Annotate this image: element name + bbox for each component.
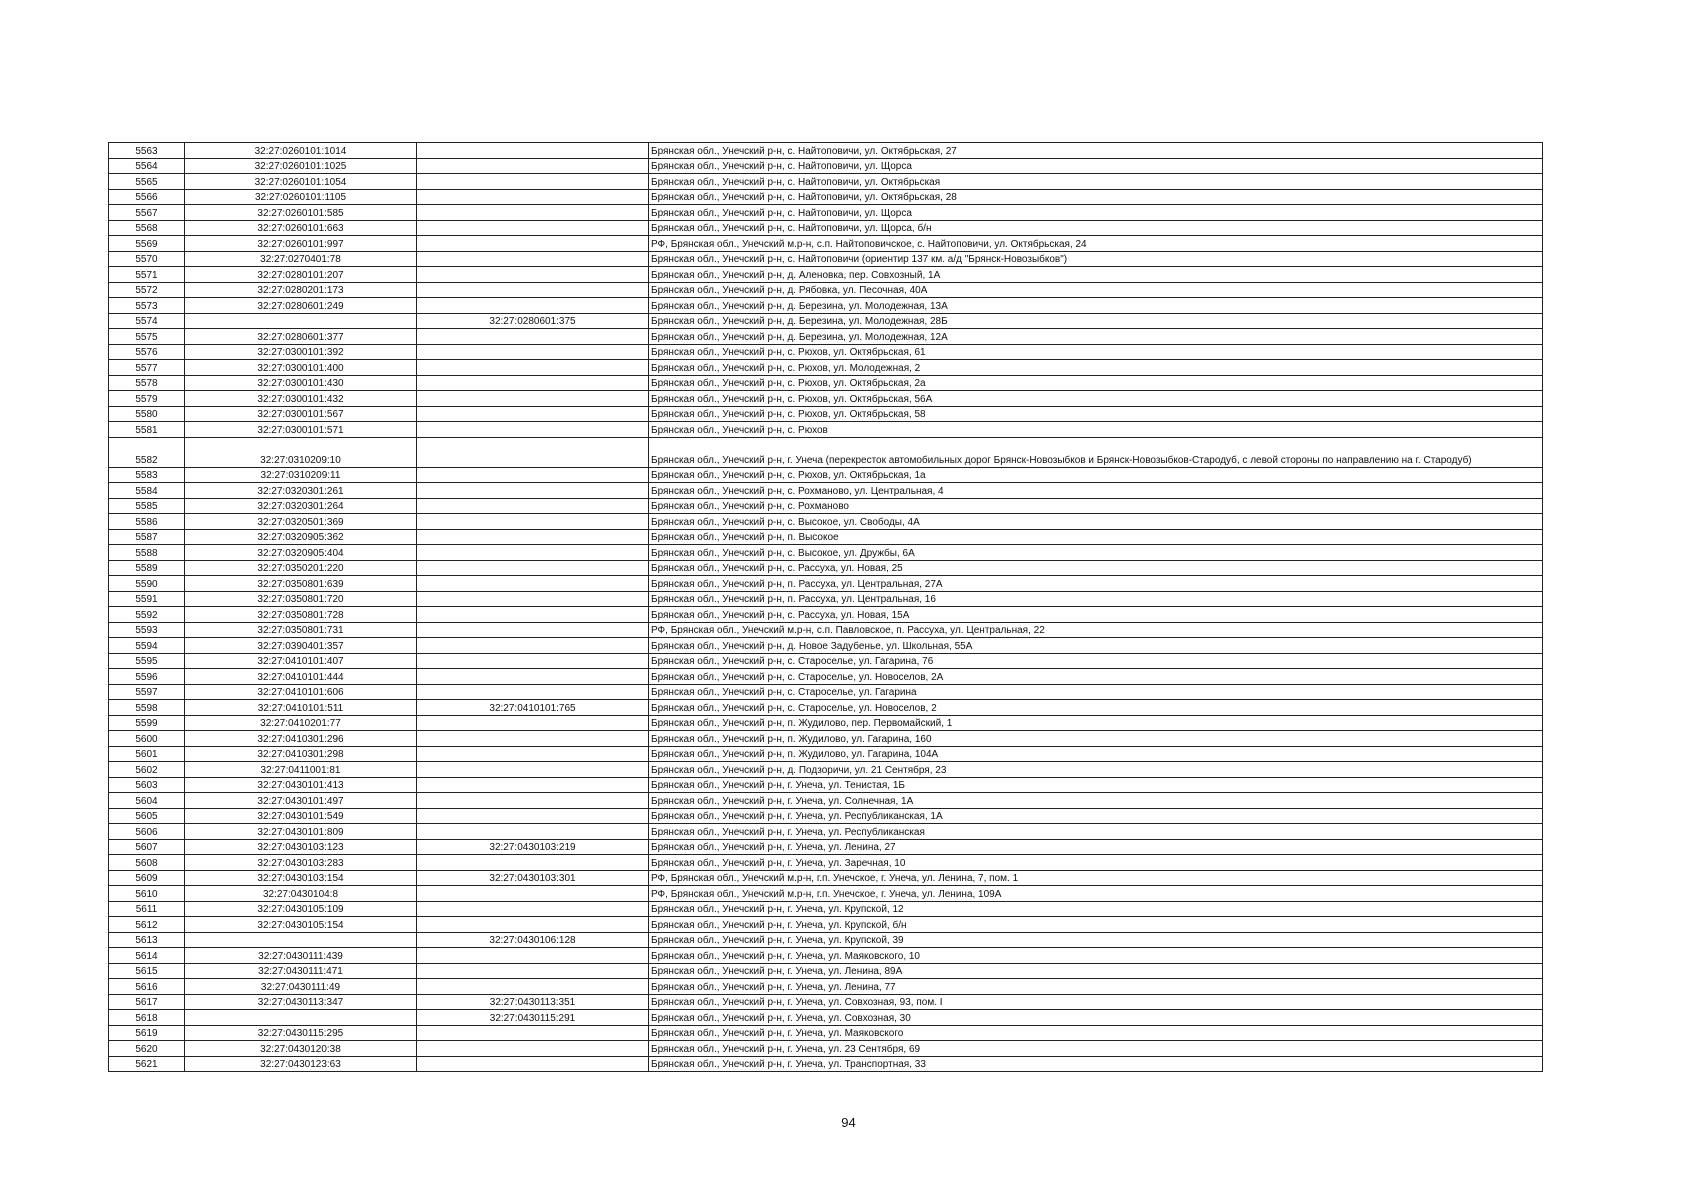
cadastral-number-cell: 32:27:0350801:731 [185, 622, 417, 638]
row-number-cell: 5617 [109, 994, 185, 1010]
registry-table [108, 142, 1543, 1072]
table-row [109, 174, 1543, 190]
cadastral-number-cell: 32:27:0300101:400 [185, 360, 417, 376]
cadastral-number-2-cell [417, 808, 649, 824]
row-number-cell: 5600 [109, 731, 185, 747]
address-cell: Брянская обл., Унечский р-н, г. Унеча, ул. Ленина, 89А [649, 963, 1543, 979]
table-row [109, 793, 1543, 809]
table-row [109, 514, 1543, 530]
table-row [109, 236, 1543, 252]
cadastral-number-2-cell [417, 1025, 649, 1041]
cadastral-number-2-cell [417, 391, 649, 407]
cadastral-number-2-cell [417, 498, 649, 514]
cadastral-number-2-cell: 32:27:0430103:219 [417, 839, 649, 855]
address-cell: Брянская обл., Унечский р-н, д. Березина, ул. Молодежная, 28Б [649, 313, 1543, 329]
address-cell: Брянская обл., Унечский р-н, г. Унеча (перекресток автомобильных дорог Брянск-Новозыбков и Брянск-Новозыбков-Стародуб, с левой стороны по направлению на г. Стародуб) [649, 437, 1543, 467]
table-row [109, 886, 1543, 902]
registry-table-body [109, 143, 1543, 1072]
address-cell: Брянская обл., Унечский р-н, г. Унеча, ул. Республиканская, 1А [649, 808, 1543, 824]
row-number-cell: 5588 [109, 545, 185, 561]
cadastral-number-cell: 32:27:0270401:78 [185, 251, 417, 267]
address-cell: Брянская обл., Унечский р-н, с. Найтоповичи, ул. Октябрьская [649, 174, 1543, 190]
address-cell: Брянская обл., Унечский р-н, г. Унеча, ул. Ленина, 27 [649, 839, 1543, 855]
cadastral-number-cell: 32:27:0310209:11 [185, 467, 417, 483]
cadastral-number-2-cell [417, 205, 649, 221]
cadastral-number-2-cell [417, 948, 649, 964]
address-cell: Брянская обл., Унечский р-н, с. Рюхов, ул. Октябрьская, 56А [649, 391, 1543, 407]
row-number-cell: 5568 [109, 220, 185, 236]
cadastral-number-2-cell [417, 669, 649, 685]
address-cell: Брянская обл., Унечский р-н, г. Унеча, ул. Республиканская [649, 824, 1543, 840]
cadastral-number-2-cell: 32:27:0430113:351 [417, 994, 649, 1010]
cadastral-number-2-cell [417, 607, 649, 623]
row-number-cell: 5602 [109, 762, 185, 778]
address-cell: Брянская обл., Унечский р-н, с. Найтоповичи, ул. Щорса, б/н [649, 220, 1543, 236]
cadastral-number-2-cell: 32:27:0430106:128 [417, 932, 649, 948]
cadastral-number-2-cell [417, 422, 649, 438]
address-cell: Брянская обл., Унечский р-н, с. Рассуха, ул. Новая, 15А [649, 607, 1543, 623]
table-row [109, 932, 1543, 948]
cadastral-number-cell: 32:27:0260101:585 [185, 205, 417, 221]
address-cell: Брянская обл., Унечский р-н, с. Найтоповичи, ул. Октябрьская, 28 [649, 189, 1543, 205]
row-number-cell: 5615 [109, 963, 185, 979]
cadastral-number-cell: 32:27:0260101:1014 [185, 143, 417, 159]
address-cell: Брянская обл., Унечский р-н, п. Высокое [649, 529, 1543, 545]
address-cell: Брянская обл., Унечский р-н, п. Рассуха, ул. Центральная, 27А [649, 576, 1543, 592]
address-cell: Брянская обл., Унечский р-н, с. Староселье, ул. Гагарина, 76 [649, 653, 1543, 669]
address-cell: Брянская обл., Унечский р-н, г. Унеча, ул. Крупской, 39 [649, 932, 1543, 948]
cadastral-number-2-cell [417, 267, 649, 283]
table-row [109, 220, 1543, 236]
cadastral-number-2-cell [417, 344, 649, 360]
address-cell: Брянская обл., Унечский р-н, с. Рюхов, ул. Октябрьская, 58 [649, 406, 1543, 422]
address-cell: Брянская обл., Унечский р-н, д. Рябовка, ул. Песочная, 40А [649, 282, 1543, 298]
cadastral-number-cell [185, 313, 417, 329]
cadastral-number-2-cell [417, 158, 649, 174]
table-row [109, 437, 1543, 467]
cadastral-number-cell: 32:27:0280601:249 [185, 298, 417, 314]
address-cell: Брянская обл., Унечский р-н, с. Найтоповичи (ориентир 137 км. а/д "Брянск-Новозыбков") [649, 251, 1543, 267]
page-number: 94 [841, 1115, 856, 1130]
cadastral-number-cell: 32:27:0430101:549 [185, 808, 417, 824]
row-number-cell: 5590 [109, 576, 185, 592]
cadastral-number-cell: 32:27:0260101:1054 [185, 174, 417, 190]
cadastral-number-2-cell [417, 901, 649, 917]
row-number-cell: 5565 [109, 174, 185, 190]
row-number-cell: 5586 [109, 514, 185, 530]
row-number-cell: 5591 [109, 591, 185, 607]
address-cell: Брянская обл., Унечский р-н, с. Высокое, ул. Дружбы, 6А [649, 545, 1543, 561]
cadastral-number-2-cell [417, 360, 649, 376]
table-row [109, 855, 1543, 871]
row-number-cell: 5599 [109, 715, 185, 731]
table-row [109, 870, 1543, 886]
address-cell: Брянская обл., Унечский р-н, д. Березина, ул. Молодежная, 13А [649, 298, 1543, 314]
cadastral-number-cell: 32:27:0300101:432 [185, 391, 417, 407]
cadastral-number-cell: 32:27:0410101:407 [185, 653, 417, 669]
cadastral-number-2-cell [417, 731, 649, 747]
cadastral-number-cell: 32:27:0430101:413 [185, 777, 417, 793]
row-number-cell: 5578 [109, 375, 185, 391]
row-number-cell: 5589 [109, 560, 185, 576]
table-row [109, 591, 1543, 607]
cadastral-number-2-cell [417, 591, 649, 607]
cadastral-number-2-cell [417, 684, 649, 700]
cadastral-number-cell: 32:27:0300101:571 [185, 422, 417, 438]
cadastral-number-cell: 32:27:0410101:511 [185, 700, 417, 716]
row-number-cell: 5585 [109, 498, 185, 514]
cadastral-number-cell: 32:27:0430111:439 [185, 948, 417, 964]
table-row [109, 622, 1543, 638]
cadastral-number-2-cell [417, 979, 649, 995]
cadastral-number-2-cell [417, 437, 649, 467]
address-cell: Брянская обл., Унечский р-н, с. Староселье, ул. Гагарина [649, 684, 1543, 700]
table-row [109, 684, 1543, 700]
row-number-cell: 5581 [109, 422, 185, 438]
row-number-cell: 5612 [109, 917, 185, 933]
cadastral-number-2-cell [417, 576, 649, 592]
address-cell: Брянская обл., Унечский р-н, д. Новое Задубенье, ул. Школьная, 55А [649, 638, 1543, 654]
table-row [109, 143, 1543, 159]
table-row [109, 344, 1543, 360]
cadastral-number-cell: 32:27:0430103:123 [185, 839, 417, 855]
cadastral-number-cell: 32:27:0430120:38 [185, 1041, 417, 1057]
row-number-cell: 5597 [109, 684, 185, 700]
row-number-cell: 5595 [109, 653, 185, 669]
cadastral-number-2-cell [417, 329, 649, 345]
table-row [109, 638, 1543, 654]
row-number-cell: 5583 [109, 467, 185, 483]
cadastral-number-cell: 32:27:0320501:369 [185, 514, 417, 530]
table-row [109, 498, 1543, 514]
table-row [109, 467, 1543, 483]
table-row [109, 746, 1543, 762]
row-number-cell: 5610 [109, 886, 185, 902]
row-number-cell: 5584 [109, 483, 185, 499]
cadastral-number-cell: 32:27:0260101:997 [185, 236, 417, 252]
address-cell: Брянская обл., Унечский р-н, д. Березина, ул. Молодежная, 12А [649, 329, 1543, 345]
address-cell: Брянская обл., Унечский р-н, д. Аленовка, пер. Совхозный, 1А [649, 267, 1543, 283]
cadastral-number-cell: 32:27:0350801:639 [185, 576, 417, 592]
row-number-cell: 5613 [109, 932, 185, 948]
cadastral-number-cell [185, 932, 417, 948]
cadastral-number-2-cell [417, 917, 649, 933]
table-row [109, 406, 1543, 422]
table-row [109, 917, 1543, 933]
cadastral-number-cell: 32:27:0350801:720 [185, 591, 417, 607]
cadastral-number-cell: 32:27:0260101:1025 [185, 158, 417, 174]
cadastral-number-cell: 32:27:0430103:154 [185, 870, 417, 886]
address-cell: Брянская обл., Унечский р-н, г. Унеча, ул. 23 Сентября, 69 [649, 1041, 1543, 1057]
table-row [109, 731, 1543, 747]
table-row [109, 313, 1543, 329]
address-cell: Брянская обл., Унечский р-н, с. Найтоповичи, ул. Октябрьская, 27 [649, 143, 1543, 159]
cadastral-number-cell: 32:27:0410301:296 [185, 731, 417, 747]
row-number-cell: 5596 [109, 669, 185, 685]
cadastral-number-cell [185, 1010, 417, 1026]
address-cell: Брянская обл., Унечский р-н, с. Рюхов, ул. Октябрьская, 1а [649, 467, 1543, 483]
table-row [109, 607, 1543, 623]
cadastral-number-cell: 32:27:0280101:207 [185, 267, 417, 283]
table-row [109, 298, 1543, 314]
cadastral-number-cell: 32:27:0260101:1105 [185, 189, 417, 205]
cadastral-number-2-cell: 32:27:0430103:301 [417, 870, 649, 886]
address-cell: Брянская обл., Унечский р-н, с. Рюхов [649, 422, 1543, 438]
row-number-cell: 5564 [109, 158, 185, 174]
cadastral-number-2-cell [417, 298, 649, 314]
table-row [109, 391, 1543, 407]
address-cell: Брянская обл., Унечский р-н, с. Рохманово [649, 498, 1543, 514]
table-row [109, 529, 1543, 545]
row-number-cell: 5609 [109, 870, 185, 886]
cadastral-number-cell: 32:27:0310209:10 [185, 437, 417, 467]
table-row [109, 1025, 1543, 1041]
row-number-cell: 5577 [109, 360, 185, 376]
address-cell: Брянская обл., Унечский р-н, г. Унеча, ул. Маяковского [649, 1025, 1543, 1041]
table-row [109, 483, 1543, 499]
cadastral-number-cell: 32:27:0430103:283 [185, 855, 417, 871]
cadastral-number-2-cell: 32:27:0430115:291 [417, 1010, 649, 1026]
cadastral-number-2-cell [417, 529, 649, 545]
cadastral-number-2-cell [417, 406, 649, 422]
cadastral-number-2-cell [417, 1056, 649, 1072]
table-row [109, 901, 1543, 917]
cadastral-number-cell: 32:27:0430111:471 [185, 963, 417, 979]
table-row [109, 762, 1543, 778]
table-row [109, 205, 1543, 221]
cadastral-number-cell: 32:27:0430111:49 [185, 979, 417, 995]
cadastral-number-cell: 32:27:0410301:298 [185, 746, 417, 762]
address-cell: Брянская обл., Унечский р-н, г. Унеча, ул. Ленина, 77 [649, 979, 1543, 995]
address-cell: Брянская обл., Унечский р-н, г. Унеча, ул. Тенистая, 1Б [649, 777, 1543, 793]
row-number-cell: 5566 [109, 189, 185, 205]
address-cell: Брянская обл., Унечский р-н, с. Рохманово, ул. Центральная, 4 [649, 483, 1543, 499]
table-row [109, 560, 1543, 576]
cadastral-number-cell: 32:27:0430105:154 [185, 917, 417, 933]
cadastral-number-cell: 32:27:0410101:444 [185, 669, 417, 685]
table-row [109, 360, 1543, 376]
cadastral-number-2-cell [417, 777, 649, 793]
cadastral-number-cell: 32:27:0430105:109 [185, 901, 417, 917]
address-cell: Брянская обл., Унечский р-н, с. Найтоповичи, ул. Щорса [649, 158, 1543, 174]
cadastral-number-2-cell [417, 514, 649, 530]
row-number-cell: 5605 [109, 808, 185, 824]
cadastral-number-2-cell [417, 1041, 649, 1057]
cadastral-number-cell: 32:27:0410201:77 [185, 715, 417, 731]
table-row [109, 669, 1543, 685]
address-cell: Брянская обл., Унечский р-н, с. Высокое, ул. Свободы, 4А [649, 514, 1543, 530]
row-number-cell: 5604 [109, 793, 185, 809]
address-cell: Брянская обл., Унечский р-н, г. Унеча, ул. Транспортная, 33 [649, 1056, 1543, 1072]
address-cell: Брянская обл., Унечский р-н, с. Найтоповичи, ул. Щорса [649, 205, 1543, 221]
table-row [109, 653, 1543, 669]
table-row [109, 189, 1543, 205]
row-number-cell: 5603 [109, 777, 185, 793]
row-number-cell: 5607 [109, 839, 185, 855]
row-number-cell: 5619 [109, 1025, 185, 1041]
table-row [109, 422, 1543, 438]
row-number-cell: 5573 [109, 298, 185, 314]
cadastral-number-cell: 32:27:0430115:295 [185, 1025, 417, 1041]
cadastral-number-cell: 32:27:0430101:809 [185, 824, 417, 840]
table-row [109, 963, 1543, 979]
address-cell: Брянская обл., Унечский р-н, п. Жудилово, пер. Первомайский, 1 [649, 715, 1543, 731]
cadastral-number-2-cell: 32:27:0280601:375 [417, 313, 649, 329]
address-cell: Брянская обл., Унечский р-н, д. Подзоричи, ул. 21 Сентября, 23 [649, 762, 1543, 778]
row-number-cell: 5616 [109, 979, 185, 995]
table-row [109, 777, 1543, 793]
row-number-cell: 5592 [109, 607, 185, 623]
table-row [109, 158, 1543, 174]
cadastral-number-2-cell [417, 236, 649, 252]
cadastral-number-cell: 32:27:0411001:81 [185, 762, 417, 778]
address-cell: Брянская обл., Унечский р-н, с. Староселье, ул. Новоселов, 2А [649, 669, 1543, 685]
cadastral-number-2-cell [417, 746, 649, 762]
cadastral-number-cell: 32:27:0300101:392 [185, 344, 417, 360]
cadastral-number-cell: 32:27:0410101:606 [185, 684, 417, 700]
row-number-cell: 5580 [109, 406, 185, 422]
cadastral-number-2-cell [417, 793, 649, 809]
address-cell: Брянская обл., Унечский р-н, г. Унеча, ул. Маяковского, 10 [649, 948, 1543, 964]
address-cell: РФ, Брянская обл., Унечский м.р-н, с.п. Найтоповичское, с. Найтоповичи, ул. Октябрьская, 24 [649, 236, 1543, 252]
row-number-cell: 5594 [109, 638, 185, 654]
row-number-cell: 5621 [109, 1056, 185, 1072]
cadastral-number-2-cell [417, 143, 649, 159]
table-row [109, 700, 1543, 716]
row-number-cell: 5574 [109, 313, 185, 329]
cadastral-number-2-cell [417, 653, 649, 669]
row-number-cell: 5593 [109, 622, 185, 638]
address-cell: Брянская обл., Унечский р-н, с. Рюхов, ул. Молодежная, 2 [649, 360, 1543, 376]
address-cell: Брянская обл., Унечский р-н, г. Унеча, ул. Солнечная, 1А [649, 793, 1543, 809]
cadastral-number-2-cell [417, 824, 649, 840]
table-row [109, 251, 1543, 267]
address-cell: Брянская обл., Унечский р-н, с. Рюхов, ул. Октябрьская, 2а [649, 375, 1543, 391]
address-cell: РФ, Брянская обл., Унечский м.р-н, г.п. Унечское, г. Унеча, ул. Ленина, 7, пом. 1 [649, 870, 1543, 886]
cadastral-number-2-cell [417, 715, 649, 731]
cadastral-number-cell: 32:27:0350801:728 [185, 607, 417, 623]
cadastral-number-2-cell: 32:27:0410101:765 [417, 700, 649, 716]
address-cell: Брянская обл., Унечский р-н, п. Жудилово, ул. Гагарина, 104А [649, 746, 1543, 762]
row-number-cell: 5598 [109, 700, 185, 716]
cadastral-number-2-cell [417, 189, 649, 205]
table-row [109, 282, 1543, 298]
cadastral-number-cell: 32:27:0430101:497 [185, 793, 417, 809]
cadastral-number-2-cell [417, 483, 649, 499]
cadastral-number-2-cell [417, 375, 649, 391]
address-cell: РФ, Брянская обл., Унечский м.р-н, г.п. Унечское, г. Унеча, ул. Ленина, 109А [649, 886, 1543, 902]
cadastral-number-cell: 32:27:0350201:220 [185, 560, 417, 576]
address-cell: Брянская обл., Унечский р-н, г. Унеча, ул. Совхозная, 93, пом. I [649, 994, 1543, 1010]
address-cell: Брянская обл., Унечский р-н, с. Рассуха, ул. Новая, 25 [649, 560, 1543, 576]
cadastral-number-cell: 32:27:0430123:63 [185, 1056, 417, 1072]
cadastral-number-2-cell [417, 467, 649, 483]
table-row [109, 948, 1543, 964]
cadastral-number-2-cell [417, 762, 649, 778]
row-number-cell: 5582 [109, 437, 185, 467]
row-number-cell: 5618 [109, 1010, 185, 1026]
table-row [109, 979, 1543, 995]
address-cell: РФ, Брянская обл., Унечский м.р-н, с.п. Павловское, п. Рассуха, ул. Центральная, 22 [649, 622, 1543, 638]
row-number-cell: 5571 [109, 267, 185, 283]
table-row [109, 1041, 1543, 1057]
table-row [109, 1010, 1543, 1026]
row-number-cell: 5611 [109, 901, 185, 917]
cadastral-number-2-cell [417, 545, 649, 561]
row-number-cell: 5572 [109, 282, 185, 298]
table-row [109, 375, 1543, 391]
row-number-cell: 5575 [109, 329, 185, 345]
cadastral-number-2-cell [417, 855, 649, 871]
row-number-cell: 5579 [109, 391, 185, 407]
cadastral-number-cell: 32:27:0320301:261 [185, 483, 417, 499]
cadastral-number-2-cell [417, 622, 649, 638]
table-row [109, 545, 1543, 561]
cadastral-number-2-cell [417, 638, 649, 654]
row-number-cell: 5620 [109, 1041, 185, 1057]
address-cell: Брянская обл., Унечский р-н, г. Унеча, ул. Заречная, 10 [649, 855, 1543, 871]
row-number-cell: 5569 [109, 236, 185, 252]
cadastral-number-cell: 32:27:0280201:173 [185, 282, 417, 298]
row-number-cell: 5567 [109, 205, 185, 221]
cadastral-number-cell: 32:27:0390401:357 [185, 638, 417, 654]
cadastral-number-2-cell [417, 560, 649, 576]
cadastral-number-cell: 32:27:0300101:567 [185, 406, 417, 422]
row-number-cell: 5570 [109, 251, 185, 267]
row-number-cell: 5587 [109, 529, 185, 545]
row-number-cell: 5606 [109, 824, 185, 840]
table-row [109, 824, 1543, 840]
row-number-cell: 5614 [109, 948, 185, 964]
cadastral-number-cell: 32:27:0260101:663 [185, 220, 417, 236]
cadastral-number-cell: 32:27:0280601:377 [185, 329, 417, 345]
address-cell: Брянская обл., Унечский р-н, г. Унеча, ул. Крупской, б/н [649, 917, 1543, 933]
table-row [109, 576, 1543, 592]
table-row [109, 1056, 1543, 1072]
cadastral-number-2-cell [417, 886, 649, 902]
table-row [109, 994, 1543, 1010]
table-row [109, 715, 1543, 731]
row-number-cell: 5601 [109, 746, 185, 762]
cadastral-number-cell: 32:27:0430104:8 [185, 886, 417, 902]
cadastral-number-2-cell [417, 282, 649, 298]
cadastral-number-cell: 32:27:0300101:430 [185, 375, 417, 391]
table-row [109, 808, 1543, 824]
address-cell: Брянская обл., Унечский р-н, п. Рассуха, ул. Центральная, 16 [649, 591, 1543, 607]
row-number-cell: 5576 [109, 344, 185, 360]
cadastral-number-2-cell [417, 963, 649, 979]
table-row [109, 839, 1543, 855]
address-cell: Брянская обл., Унечский р-н, п. Жудилово, ул. Гагарина, 160 [649, 731, 1543, 747]
address-cell: Брянская обл., Унечский р-н, г. Унеча, ул. Совхозная, 30 [649, 1010, 1543, 1026]
cadastral-number-cell: 32:27:0430113:347 [185, 994, 417, 1010]
cadastral-number-2-cell [417, 251, 649, 267]
address-cell: Брянская обл., Унечский р-н, г. Унеча, ул. Крупской, 12 [649, 901, 1543, 917]
cadastral-number-cell: 32:27:0320905:404 [185, 545, 417, 561]
address-cell: Брянская обл., Унечский р-н, с. Рюхов, ул. Октябрьская, 61 [649, 344, 1543, 360]
table-row [109, 267, 1543, 283]
cadastral-number-cell: 32:27:0320301:264 [185, 498, 417, 514]
row-number-cell: 5563 [109, 143, 185, 159]
address-cell: Брянская обл., Унечский р-н, с. Староселье, ул. Новоселов, 2 [649, 700, 1543, 716]
cadastral-number-cell: 32:27:0320905:362 [185, 529, 417, 545]
cadastral-number-2-cell [417, 174, 649, 190]
cadastral-number-2-cell [417, 220, 649, 236]
row-number-cell: 5608 [109, 855, 185, 871]
table-row [109, 329, 1543, 345]
